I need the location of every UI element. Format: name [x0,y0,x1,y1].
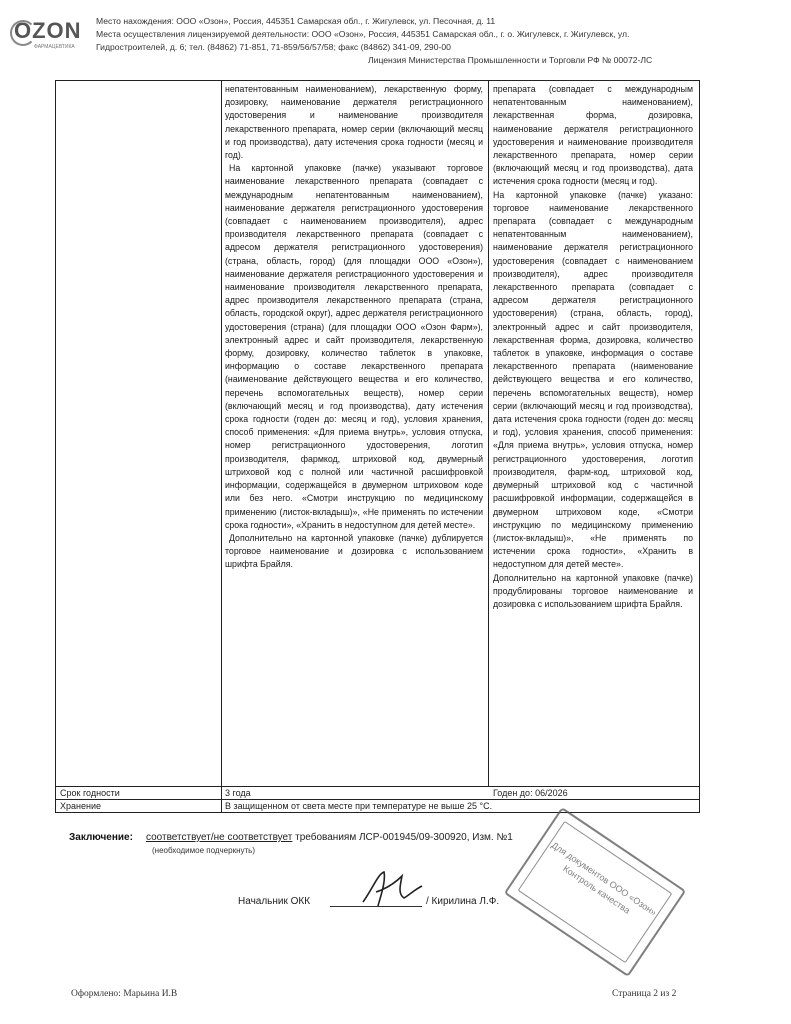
prepared-by: Оформлено: Марьина И.В [71,989,178,999]
column-divider-2 [488,81,489,786]
row-divider-2 [56,799,699,800]
result-paragraph: Дополнительно на картонной упаковке (пачке) продублированы торговое наименование и дозировка с использованием шрифта Брайля. [493,572,693,609]
letterhead [0,0,791,70]
result-column [493,83,693,611]
header-address: Место нахождения: ООО «Озон», Россия, 445351 Самарская обл., г. Жигулевск, ул. Песочная, д. 11 [96,16,496,26]
conclusion-choice: соответствует/не соответствует [146,832,293,843]
header-licensed-sites: Места осуществления лицензируемой деятельности: ООО «Озон», Россия, 445351 Самарская обл., г. о. Жигулевск, г. Жигулевск, ул. [96,29,630,39]
page-number: Страница 2 из 2 [612,989,677,999]
row-divider-1 [56,786,699,787]
logo-subtitle: ФАРМАЦЕВТИКА [34,44,75,50]
shelf-life-result: Годен до: 06/2026 [493,788,568,798]
logo-text: OZON [14,18,82,43]
signer-position: Начальник ОКК [238,896,311,907]
conclusion-requirements: требованиям ЛСР-001945/09-300920, Изм. №1 [292,832,513,843]
result-paragraph: На картонной упаковке (пачке) указано: торговое наименование лекарственного препарата (совпадает с международным непатентованным наименованием), наименование держателя регистрационного удостоверения (совпадает с наименованием производителя), адрес производителя лекарственного препарата (совпадает с адресом держателя регистрационного удостоверения) (страна, область, город), электронный адрес и сайт производителя, лекарственная форма, дозировка, количество таблеток в упаковке, информация о составе лекарственного препарата (наименование действующего вещества и его количество, перечень вспомогательных веществ), номер серии (включающий месяц и год производства), дата истечения срока годности (годен до: месяц и год), условия хранения, способ применения: «Для приема внутрь», условия отпуска, номер регистрационного удостоверения, логотип производителя, фарм-код, штриховой код, двумерный штриховой код с частичной расшифровкой информации, содержащейся в двумерном штриховом коде, «Смотри инструкцию по медицинскому применению (листок-вкладыш)», «Не применять по истечении срока годности», «Хранить в недоступном для детей месте». [493,189,693,570]
stamp-text: Для документов ООО «Озон» Контроль качества [549,839,659,918]
result-paragraph: препарата (совпадает с международным непатентованным наименованием), лекарственная форма, дозировка, наименование держателя регистрационного удостоверения и наименование производителя лекарственного препарата, номер серии (включающий месяц и год производства), дата истечения срока годности (месяц и год). [493,84,693,187]
conclusion-note: (необходимое подчеркнуть) [152,846,255,855]
header-contacts: Гидростроителей, д. 6; тел. (84862) 71-851, 71-859/56/57/58; факс (84862) 341-09, 290-00 [96,42,451,52]
conclusion-text [146,832,513,843]
company-logo [14,18,84,48]
header-license: Лицензия Министерства Промышленности и Торговли РФ № 00072-ЛС [368,55,653,65]
shelf-life-spec: 3 года [225,788,251,798]
spec-paragraph: На картонной упаковке (пачке) указывают торговое наименование лекарственного препарата (совпадает с международным непатентованным наименованием), наименование держателя регистрационного удостоверения (совпадает с наименованием производителя), адрес производителя лекарственного препарата (совпадает с адресом держателя регистрационного удостоверения) (страна, область, город) (для площадки ООО «Озон»), наименование держателя регистрационного удостоверения и наименование производителя лекарственного препарата, адрес производителя лекарственного препарата (страна, область, городской округ), адрес держателя регистрационного удостоверения (страна) (для площадки ООО «Озон Фарм»), электронный адрес и сайт производителя, лекарственную форму, дозировку, количество таблеток в упаковке, информацию о составе лекарственного препарата (наименование действующего вещества и его количество, перечень вспомогательных веществ), номер серии (включающий месяц и год производства), дату истечения срока годности (годен до: месяц и год), условия хранения, способ применения: «Для приема внутрь», условия отпуска, номер регистрационного удостоверения, логотип производителя, фармкод, штриховой код, двумерный штриховой код с полной или частичной расшифровкой информации, содержащейся в двумерном штриховом коде или без него. «Смотри инструкцию по медицинскому применению (листок-вкладыш)», «Не применять по истечении срока годности», «Хранить в недоступном для детей месте». [225,163,483,530]
signature-mark [358,868,428,910]
shelf-life-label: Срок годности [60,788,120,798]
analysis-table [55,80,700,813]
spec-paragraph: Дополнительно на картонной упаковке (пачке) дублируется торговое наименование и дозировка с использованием шрифта Брайля. [225,532,483,570]
storage-label: Хранение [60,801,101,811]
spec-paragraph: непатентованным наименованием), лекарственную форму, дозировку, наименование держателя регистрационного удостоверения и наименование производителя лекарственного препарата, номер серии (включающий месяц и год производства), дату истечения срока годности (месяц и год). [225,84,483,161]
column-divider-1 [221,81,222,812]
signer-name: / Кирилина Л.Ф. [426,896,500,907]
qc-stamp [504,807,687,977]
spec-column [225,83,483,572]
conclusion-label: Заключение: [69,832,133,843]
storage-value: В защищенном от света месте при температуре не выше 25 °С. [225,801,493,811]
